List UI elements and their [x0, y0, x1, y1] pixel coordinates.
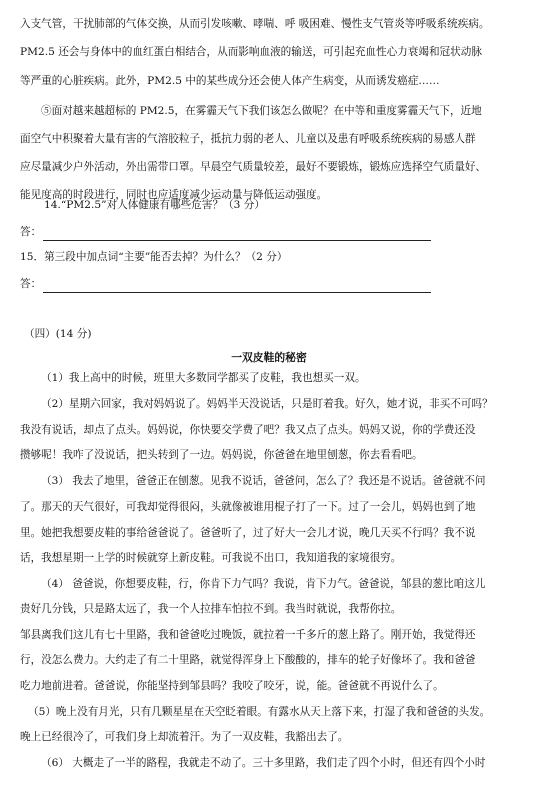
story-title: 一双皮鞋的秘密: [231, 351, 307, 364]
answer-label: 答：: [20, 278, 42, 290]
text-line: 面空气中积聚着大量有害的气溶胶粒子，抵抗力弱的老人、儿童以及患有呼吸系统疾病的易感人群: [20, 133, 476, 145]
question-15: 15．第三段中加点词“主要”能否去掉？为什么？（2 分）: [20, 251, 288, 263]
text-line: 晚上已经很冷了，可我们身上却流着汗。为了一双皮鞋，我豁出去了。: [20, 731, 349, 743]
answer-line[interactable]: [43, 280, 431, 293]
text-line: 等严重的心脏疾病。此外，PM2.5 中的某些成分还会使人体产生病变，从而诱发癌症……: [20, 75, 440, 87]
text-line: 邹县离我们这儿有七十里路，我和爸爸吃过晚饭，就拉着一千多斤的葱上路了。刚开始，我觉得还: [20, 629, 476, 641]
text-line: 入支气管，干扰肺部的气体交换，从而引发咳嗽、哮喘、呼 吸困难、慢性支气管炎等呼吸系统疾病。: [20, 18, 490, 30]
text-line: 行，没怎么费力。大约走了有二十里路，就觉得浑身上下酸酸的，排车的轮子好像坏了。我和爸爸: [20, 654, 476, 666]
text-line: 话，我想星期一上学的时候就穿上新皮鞋。可我说不出口，我知道我的家境很穷。: [20, 552, 402, 564]
text-line: （2）星期六回家，我对妈妈说了。妈妈半天没说话，只是盯着我。好久，她才说，非买不可吗？: [41, 398, 493, 410]
text-line: （3） 我去了地里，爸爸正在刨葱。见我不说话，爸爸问，怎么了？我还是不说话。爸爸就不问: [41, 475, 486, 487]
question-14: 14.“PM2.5”对人体健康有哪些危害？（3 分）: [44, 199, 265, 211]
text-line: （4） 爸爸说，你想要皮鞋，行，你肯下力气吗？我说，肯下力气。爸爸说，邹县的葱比咱这儿: [41, 578, 486, 590]
text-line: PM2.5 还会与身体中的血红蛋白相结合，从而影响血液的输送，可引起充血性心力衰竭和冠状动脉: [20, 46, 482, 58]
text-line: 能见度高的时段进行，同时也应适度减少运动量与降低运动强度。: [20, 189, 328, 201]
text-line: 了。那天的天气很好，可我却觉得很闷，头就像被谁用棍子打了一下。过了一会儿，妈妈也到了地: [20, 501, 476, 513]
story-paragraph-1: （1）我上高中的时候，班里大多数同学都买了皮鞋，我也想买一双。: [41, 372, 366, 384]
text-line: 吃力地前进着。爸爸说，你能坚持到邹县吗？我咬了咬牙，说，能。爸爸就不再说什么了。: [20, 680, 444, 692]
text-line: 我没有说话，却点了点头。妈妈说，你快要交学费了吧？我又点了点头。妈妈又说，你的学费还没: [20, 424, 476, 436]
text-line: 应尽量减少户外活动，外出需带口罩。早晨空气质量较差，最好不要锻炼，锻炼应选择空气质量好、: [20, 161, 487, 173]
text-line: 贵好几分钱，只是路太远了，我一个人拉排车怕拉不到。我当时就说，我帮你拉。: [20, 603, 402, 615]
section-header: （四）(14 分): [24, 328, 92, 340]
answer-label: 答：: [20, 226, 42, 238]
text-line: ⑤面对越来越超标的 PM2.5，在雾霾天气下我们该怎么做呢？在中等和重度雾霾天气下，近地: [41, 105, 482, 117]
answer-14[interactable]: [20, 223, 431, 241]
answer-line[interactable]: [43, 228, 431, 241]
answer-15[interactable]: [20, 275, 431, 293]
text-line: 里。她把我想要皮鞋的事给爸爸说了。爸爸听了，过了好大一会儿才说，晚几天买不行吗？我不说: [20, 527, 476, 539]
text-line: （6） 大概走了一半的路程，我就走不动了。三十多里路，我们走了四个小时，但还有四个小时: [41, 757, 486, 769]
text-line: 攒够呢！我咋了没说话，把头转到了一边。妈妈说，你爸爸在地里刨葱，你去看看吧。: [20, 449, 423, 461]
text-line: （5）晚上没有月光，只有几颗星星在天空眨着眼。有露水从天上落下来，打湿了我和爸爸的头发。: [28, 706, 491, 718]
